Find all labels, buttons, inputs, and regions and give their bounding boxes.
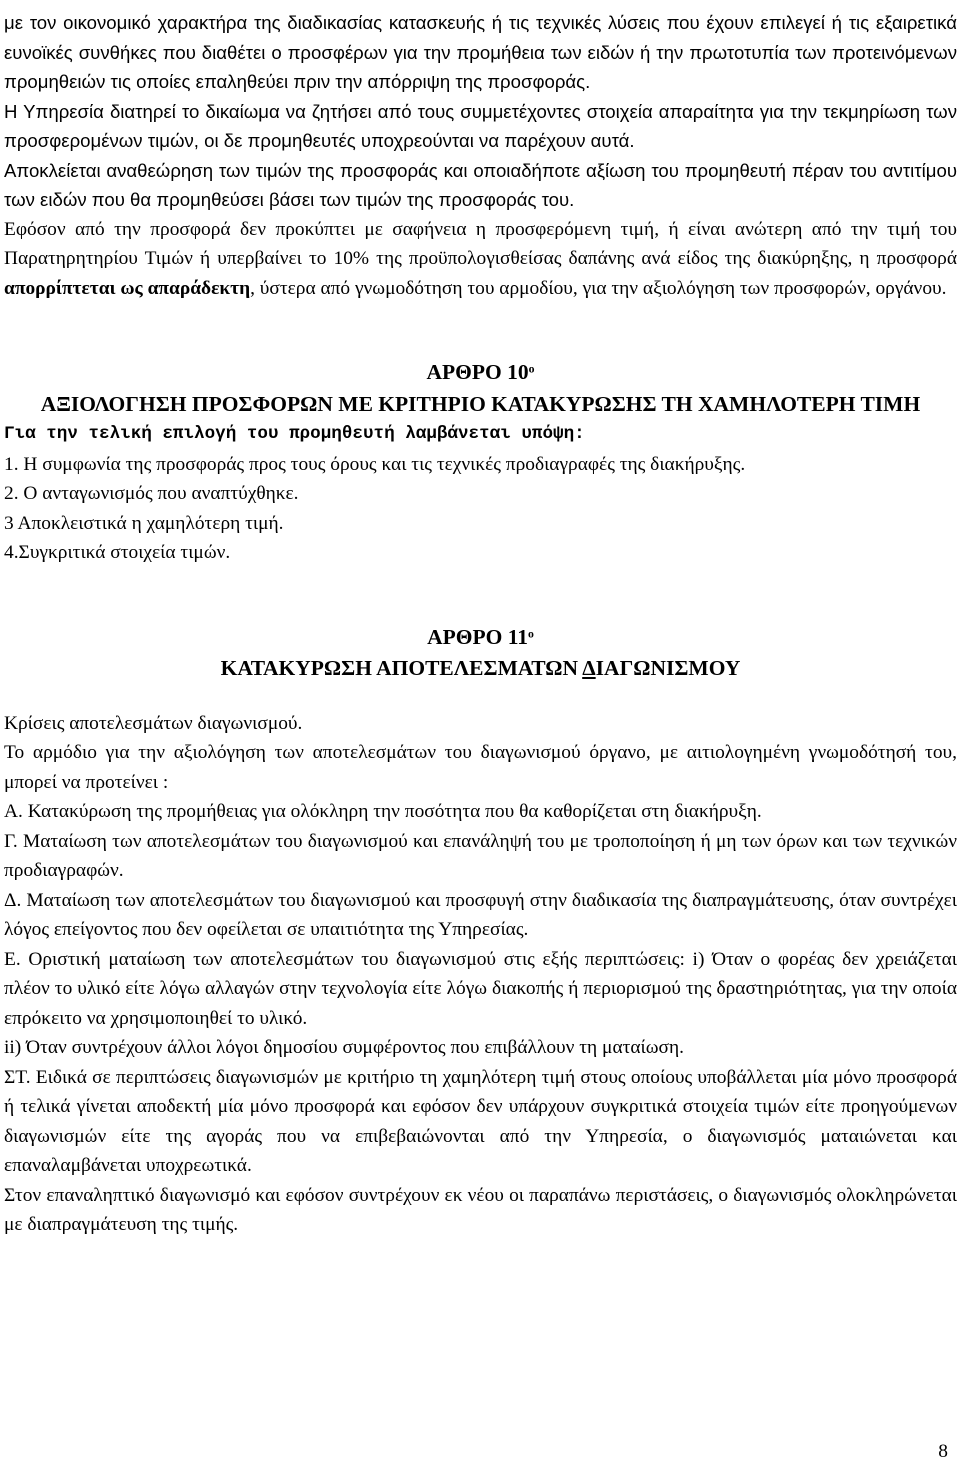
intro-paragraph-4 [4, 215, 957, 304]
article-10-item-1: 1. Η συμφωνία της προσφοράς προς τους όρους και τις τεχνικές προδιαγραφές της διακήρυξης. [4, 453, 746, 475]
organ-paragraph: Το αρμόδιο για την αξιολόγηση των αποτελεσμάτων του διαγωνισμού όργανο, με αιτιολογημένη γνωμοδότησή του, μπορεί να προτείνει : [4, 742, 957, 793]
article-11-ordinal: ο [528, 626, 534, 640]
article-10-heading [4, 357, 957, 389]
page-number: 8 [938, 1441, 948, 1462]
option-e-ii-paragraph: ii) Όταν συντρέχουν άλλοι λόγοι δημοσίου συμφέροντος που επιβάλλουν τη ματαίωση. [4, 1037, 684, 1058]
article-10-ordinal: ο [528, 361, 535, 376]
option-d-paragraph: Δ. Ματαίωση των αποτελεσμάτων του διαγωνισμού και προσφυγή στην διαδικασία της διαπραγμάτευσης, όταν συντρέχει λόγος επείγοντος που δεν οφείλεται σε υπαιτιότητα της Υπηρεσίας. [4, 889, 957, 940]
article-10-item-3: 3 Αποκλειστικά η χαμηλότερη τιμή. [4, 512, 284, 534]
intro-paragraph-4-end: , ύστερα από γνωμοδότηση του αρμοδίου, για την αξιολόγηση των προσφορών, οργάνου. [250, 277, 947, 299]
repeat-tender-paragraph: Στον επαναληπτικό διαγωνισμό και εφόσον συντρέχουν εκ νέου οι παραπάνω περιστάσεις, ο διαγωνισμός ολοκληρώνεται με διαπραγμάτευση της τιμής. [4, 1184, 957, 1235]
article-11-title-end: ΙΑΓΩΝΙΣΜΟΥ [595, 656, 741, 680]
results-paragraph: Κρίσεις αποτελεσμάτων διαγωνισμού. [4, 712, 303, 734]
option-e-paragraph: Ε. Οριστική ματαίωση των αποτελεσμάτων του διαγωνισμού στις εξής περιπτώσεις: i) Όταν ο φορέας δεν χρειάζεται πλέον το υλικό είτε λόγω αλλαγών στην τεχνολογία είτε λόγω διακοπής ή περιορισμού της δραστηριότητας, για την οποία επρόκειτο να χρησιμοποιηθεί το υλικό. [4, 948, 957, 1029]
article-10-item-2: 2. Ο ανταγωνισμός που αναπτύχθηκε. [4, 483, 299, 504]
article-10-lead: Για την τελική επιλογή του προμηθευτή λαμβάνεται υπόψη: [4, 424, 585, 444]
intro-paragraph-2: Η Υπηρεσία διατηρεί το δικαίωμα να ζητήσει από τους συμμετέχοντες στοιχεία απαραίτητα για την τεκμηρίωση των προσφερομένων τιμών, οι δε προμηθευτές υποχρεούνται να παρέχουν αυτά. [4, 100, 957, 151]
intro-paragraph-4-start: Εφόσον από την προσφορά δεν προκύπτει με σαφήνεια η προσφερόμενη τιμή, ή είναι ανώτερη από την τιμή του Παρατηρητηρίου Τιμών ή υπερβαίνει το 10% της προϋπολογισθείσας δαπάνης ανά είδος της διακύρηξης, η προσφορά [4, 218, 957, 269]
article-10-title: ΑΞΙΟΛΟΓΗΣΗ ΠΡΟΣΦΟΡΩΝ ΜΕ ΚΡΙΤΗΡΙΟ ΚΑΤΑΚΥΡΩΣΗΣ ΤΗ ΧΑΜΗΛΟΤΕΡΗ ΤΙΜΗ [40, 391, 921, 416]
article-11-heading [4, 622, 957, 654]
document-page [4, 0, 957, 1240]
option-g-paragraph: Γ. Ματαίωση των αποτελεσμάτων του διαγωνισμού και επανάληψή του με τροποποίηση ή μη των όρων και των τεχνικών προδιαγραφών. [4, 830, 957, 881]
rejection-emphasis: απορρίπτεται ως απαράδεκτη [4, 277, 251, 299]
article-11-title [4, 653, 957, 685]
intro-paragraph-1: με τον οικονομικό χαρακτήρα της διαδικασίας κατασκευής ή τις τεχνικές λύσεις που έχουν επιλεγεί ή τις εξαιρετικά ευνοϊκές συνθήκες που διαθέτει ο προσφέρων για την προμήθεια των ειδών ή την πρωτοτυπία των προτεινόμενων προμηθειών τις οποίες επαληθεύει πριν την απόρριψη της προσφοράς. [4, 12, 957, 92]
option-st-paragraph: ΣΤ. Ειδικά σε περιπτώσεις διαγωνισμών με κριτήριο τη χαμηλότερη τιμή στους οποίους υποβάλλεται μία μόνο προσφορά ή τελικά γίνεται αποδεκτή μία μόνο προσφορά και εφόσον δεν υπάρχουν συγκριτικά στοιχεία τιμών είτε προηγούμενων διαγωνισμών είτε της αγοράς που να επιβεβαιώνονται από την Υπηρεσία, ο διαγωνισμός ματαιώνεται και επαναλαμβάνεται υποχρεωτικά. [4, 1066, 957, 1176]
article-11-title-underlined: Δ [582, 656, 596, 680]
article-11-title-start: ΚΑΤΑΚΥΡΩΣΗ ΑΠΟΤΕΛΕΣΜΑΤΩΝ [220, 656, 583, 680]
article-10-item-4: 4.Συγκριτικά στοιχεία τιμών. [4, 542, 231, 563]
intro-paragraph-3: Αποκλείεται αναθεώρηση των τιμών της προσφοράς και οποιαδήποτε αξίωση του προμηθευτή πέραν του αντιτίμου των ειδών που θα προμηθεύσει βάσει των τιμών της προσφοράς του. [4, 159, 957, 210]
article-11-number: ΑΡΘΡΟ 11 [427, 624, 529, 649]
option-a-paragraph: Α. Κατακύρωση της προμήθειας για ολόκληρη την ποσότητα που θα καθορίζεται στη διακήρυξη. [4, 801, 762, 822]
article-10-number: ΑΡΘΡΟ 10 [426, 360, 529, 384]
